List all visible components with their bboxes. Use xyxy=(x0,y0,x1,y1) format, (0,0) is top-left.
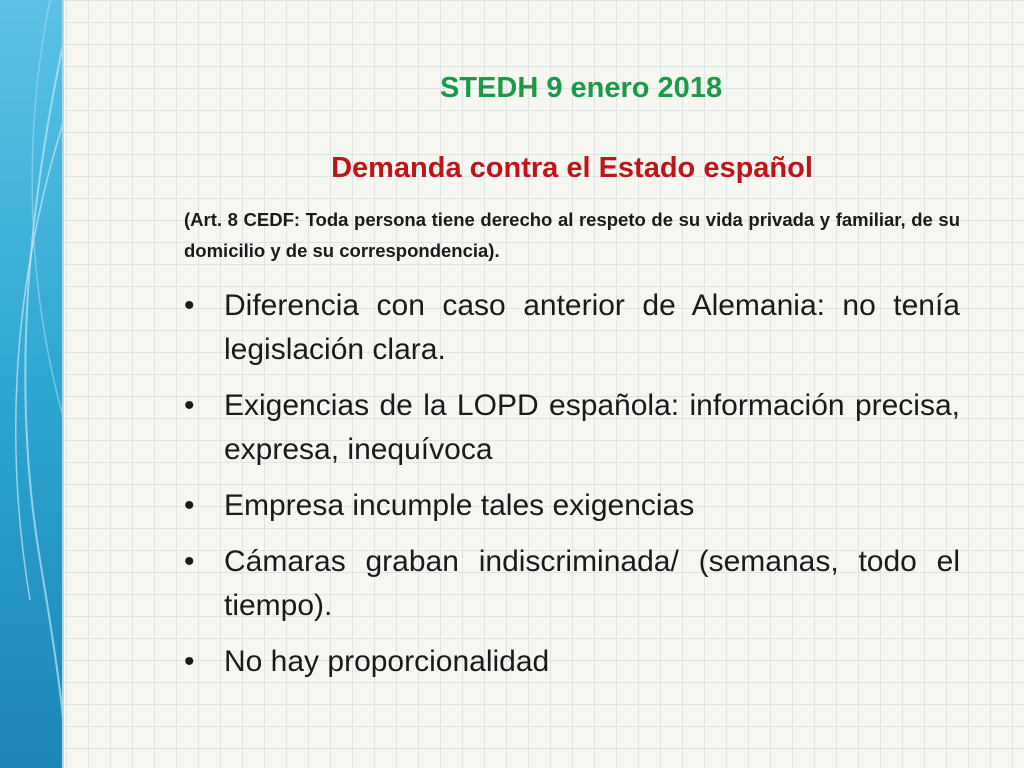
bullet-list xyxy=(184,284,960,696)
slide-subtitle: STEDH 9 enero 2018 xyxy=(440,72,723,104)
bullet-text: Empresa incumple tales exigencias xyxy=(224,489,695,522)
bullet-item xyxy=(184,484,960,528)
bullet-icon: • xyxy=(184,389,195,422)
bullet-icon: • xyxy=(184,645,195,678)
bullet-icon: • xyxy=(184,545,195,578)
bullet-icon: • xyxy=(184,289,195,322)
bullet-text: Exigencias de la LOPD española: información precisa, expresa, inequívoca xyxy=(224,389,960,466)
bullet-text: Cámaras graban indiscriminada/ (semanas, todo el tiempo). xyxy=(224,545,960,622)
bullet-text: No hay proporcionalidad xyxy=(224,645,550,678)
slide-title: Demanda contra el Estado español xyxy=(331,152,813,184)
decorative-side-band xyxy=(0,0,64,768)
side-band-edge xyxy=(62,0,64,768)
bullet-item xyxy=(184,284,960,372)
bullet-icon: • xyxy=(184,489,195,522)
bullet-item xyxy=(184,640,960,684)
article-note: (Art. 8 CEDF: Toda persona tiene derecho al respeto de su vida privada y familiar, de su domicilio y de su correspondencia). xyxy=(184,209,960,261)
swoosh-decoration xyxy=(0,0,64,768)
bullet-item xyxy=(184,540,960,628)
bullet-text: Diferencia con caso anterior de Alemania: no tenía legislación clara. xyxy=(224,289,960,366)
bullet-item xyxy=(184,384,960,472)
